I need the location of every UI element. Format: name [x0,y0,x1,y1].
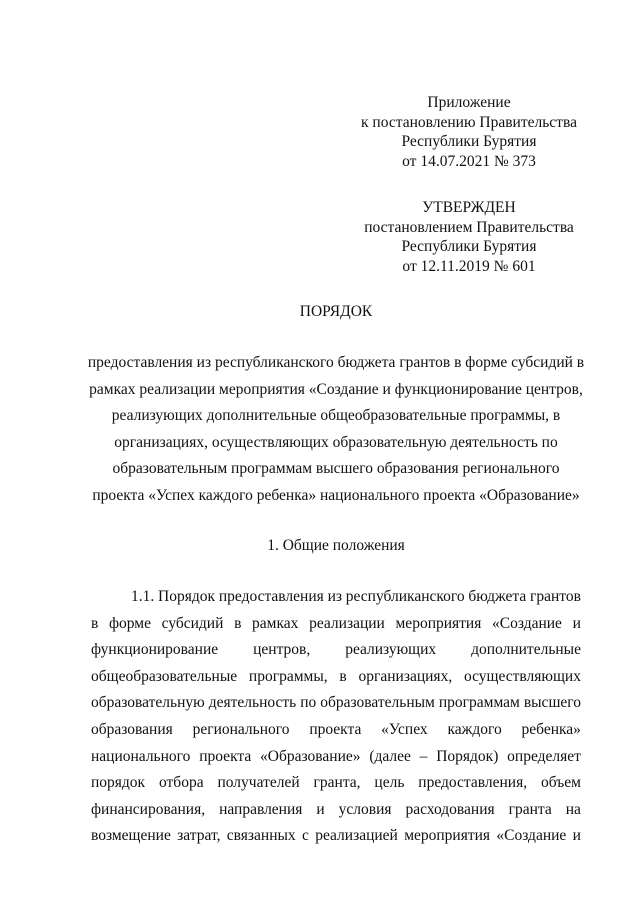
approved-block [360,198,578,276]
paragraph-word: высшего [523,694,581,712]
paragraph-word: общеобразовательные [91,667,238,685]
paragraph-word: «Создание [492,614,562,632]
paragraph-word: «Создание [496,827,567,845]
document-title: ПОРЯДОК [299,303,373,320]
paragraph-word: и [572,827,581,845]
paragraph-line [91,717,581,744]
paragraph-word: с [302,827,309,845]
paragraph-word: образовательным [320,694,435,712]
approved-line: Республики Бурятия [401,238,537,255]
paragraph-word: рамках [252,614,299,632]
paragraph-word: предоставления, [418,774,528,792]
paragraph-word: определяет [507,747,581,765]
subtitle-line: рамках реализации мероприятия «Создание и функционирование центров, [89,380,583,398]
paragraph-word: из [327,588,342,605]
subtitle-line: реализующих дополнительные общеобразовательные программы, в [111,407,561,424]
paragraph-word: затрат, [177,827,221,845]
paragraph-word: регионального [192,720,290,738]
paragraph-line [91,770,581,797]
section-heading: 1. Общие положения [267,537,405,554]
paragraph-word: дополнительные [471,641,581,659]
document-subtitle [80,350,592,509]
paragraph-word: по [300,694,317,712]
paragraph-word: реализацией [315,827,398,845]
paragraph-word: гранта, [313,774,361,792]
appendix-line: Приложение [427,94,511,111]
paragraph-line [91,823,581,850]
paragraph-word: реализующих [345,641,437,659]
paragraph-word: проекта [199,747,252,765]
paragraph-word: расходования [405,800,495,818]
appendix-block [360,93,578,171]
paragraph-word: мероприятия [404,827,491,845]
paragraph-word: Порядок) [436,747,499,765]
paragraph-word: центров, [253,641,311,659]
paragraph-word: цель [374,774,405,792]
paragraph-1-1 [91,584,581,850]
paragraph-word: предоставления [218,588,324,605]
paragraph-word: условия [338,800,392,818]
paragraph-word: организациях, [358,667,453,685]
approved-line: УТВЕРЖДЕН [422,199,516,216]
paragraph-word: финансирования, [91,800,206,818]
paragraph-word: реализации [309,614,385,632]
appendix-line: от 14.07.2021 № 373 [402,152,536,170]
paragraph-word: Порядок [158,588,216,605]
paragraph-word: – [419,747,428,765]
paragraph-word: получателей [217,774,300,792]
paragraph-word: деятельность [208,694,297,712]
paragraph-word: национального [91,747,191,765]
paragraph-word: форме [108,614,151,632]
paragraph-word: образовательную [91,694,205,712]
paragraph-word: отбора [158,774,204,792]
paragraph-word: в [339,667,347,685]
paragraph-word: (далее [369,747,411,765]
paragraph-line [91,744,581,771]
paragraph-word: «Успех [381,720,428,738]
paragraph-word: мероприятия [395,614,482,632]
paragraph-word: гранта [508,800,552,818]
paragraph-line [91,611,581,638]
paragraph-line [91,797,581,824]
paragraph-word: осуществляющих [463,667,581,685]
paragraph-word: каждого [447,720,502,738]
subtitle-line: организациях, осуществляющих образовательную деятельность по [114,433,558,451]
paragraph-word: программы, [248,667,328,685]
paragraph-word: возмещение [91,827,171,845]
subtitle-line: предоставления из республиканского бюджета грантов в форме субсидий в [87,354,585,371]
paragraph-word: грантов [530,588,581,605]
paragraph-line [91,690,581,717]
paragraph-word: связанных [226,827,296,845]
paragraph-word: функционирование [91,641,219,659]
appendix-line: к постановлению Правительства [361,113,577,131]
paragraph-word: республиканского [345,588,465,605]
subtitle-line: проекта «Успех каждого ребенка» национального проекта «Образование» [92,486,580,504]
paragraph-word: ребенка» [521,720,581,738]
appendix-line: Республики Бурятия [401,133,537,150]
approved-line: от 12.11.2019 № 601 [402,257,536,275]
paragraph-word: бюджета [468,588,527,605]
paragraph-word: субсидий [161,614,224,632]
approved-line: постановлением Правительства [364,218,574,236]
paragraph-word: в [91,614,99,632]
paragraph-word: направления [219,800,303,818]
paragraph-word: и [572,614,581,632]
paragraph-line [91,637,581,664]
paragraph-word: 1.1. [131,588,155,605]
paragraph-line [91,584,581,611]
paragraph-word: программам [438,694,520,712]
paragraph-word: в [234,614,242,632]
paragraph-line [91,664,581,691]
paragraph-word: на [565,800,581,818]
paragraph-word: образования [91,720,173,738]
paragraph-word: «Образование» [260,747,361,765]
paragraph-word: порядок [91,774,146,792]
paragraph-word: и [316,800,325,818]
subtitle-line: образовательным программам высшего образования регионального [112,460,560,477]
paragraph-word: проекта [309,720,362,738]
paragraph-word: объем [540,774,581,792]
